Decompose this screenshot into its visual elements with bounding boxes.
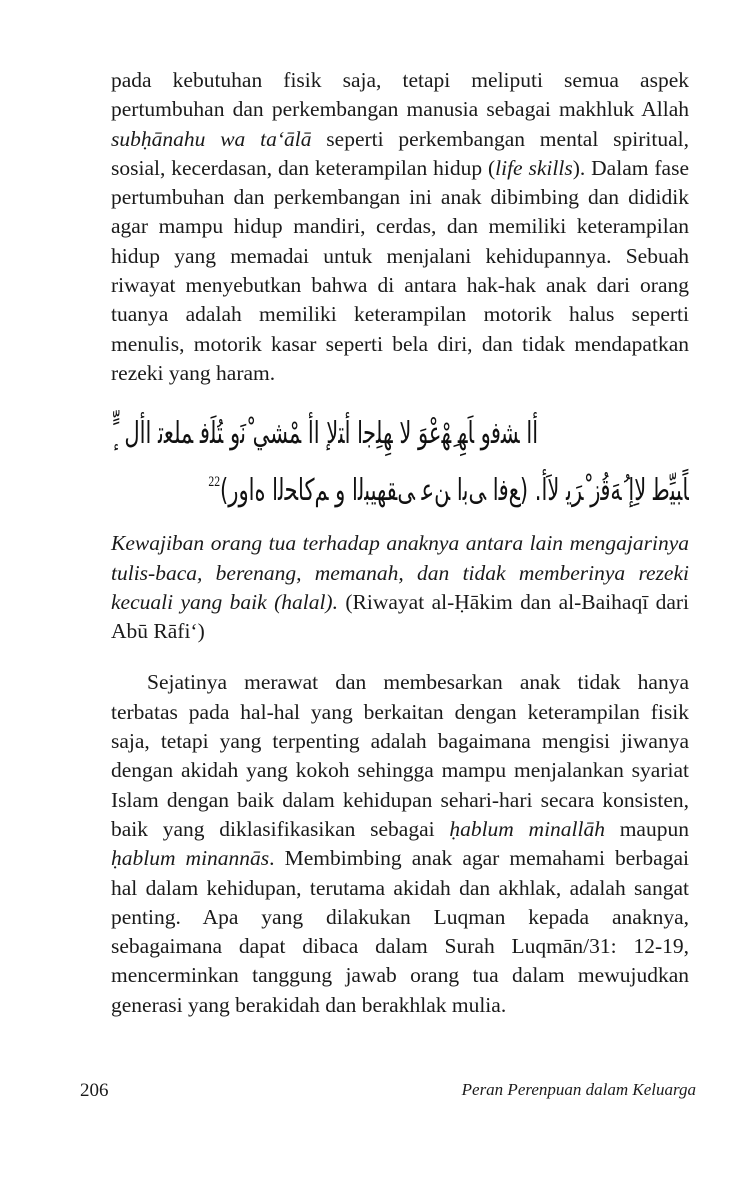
running-title: Peran Perenpuan dalam Keluarga <box>461 1080 696 1099</box>
page-body <box>111 66 689 1020</box>
paragraph-1-italic-subhanahu: subḥānahu wa ta‘ālā <box>111 126 312 151</box>
translation-source: (Riwayat al-Ḥākim dan al-Baihaqī dari Abū Rāfi‘) <box>111 589 689 644</box>
paragraph-1 <box>111 66 689 388</box>
paragraph-2-text-a: Sejatinya merawat dan membesarkan anak tidak hanya terbatas pada hal-hal yang berkaitan dengan keterampilan fisik saja, tetapi yang terpenting adalah bagaimana mengisi jiwanya dengan akidah yang kokoh sehingga mampu menjalankan syariat Islam dengan baik dalam kehidupan sehari-hari secara konsisten, baik yang diklasifikasikan sebagai <box>111 670 689 841</box>
footnote-marker: 22 <box>208 474 221 491</box>
page-footer <box>80 1080 696 1104</box>
paragraph-2-italic-hablum-minannas: ḥablum minannās <box>111 846 270 871</box>
translation-italic: Kewajiban orang tua terhadap anaknya antara lain mengajarinya tulis-baca, berenang, memanah, dan tidak memberinya rezeki kecuali yang baik (halal). <box>111 531 689 614</box>
paragraph-2 <box>111 668 689 1020</box>
arabic-line-2-text: (ﻊﻓﺍ ﻰﺑﺍ ﻦﻋ ﻰﻘﻬﻴﺒﻟﺍ ﻭ ﻢﻛﺎﺤﻟﺍ ﻩﺍﻭﺭ) .ﺎًﺒﻴِّﻃ ﻻِﺇ ُﻪَﻗُﺯ ْﺮَﻳ ﻻَﺃ <box>220 473 689 509</box>
arabic-line-1: ّٕ ٍ ﺃﺍ ﺸﻓﻭ ﺎَﻬِ ِﻬْﻋْﻮَ ﻻ ﻬِﻠِﺟﺍ ﺃﺘﻹ ﺍﺃ ﻤْﺸﻲ ْﻧَﻭ ﺘُﻠَﻓ ﻤﻠﻌﺗ ﺍﺃﻝ <box>111 416 539 452</box>
paragraph-2-italic-hablum-minallah: ḥablum minallāh <box>449 816 605 841</box>
paragraph-1-text-b: seperti perkembangan mental spiritual, sosial, kecerdasan, dan keterampilan hidup ( <box>111 126 689 180</box>
arabic-hadith <box>111 410 689 515</box>
paragraph-1-italic-life-skills: life skills <box>495 155 573 180</box>
paragraph-2-text-b: maupun <box>604 816 689 841</box>
page-number: 206 <box>80 1080 109 1101</box>
paragraph-2-text-c: . Membimbing anak agar memahami berbagai hal dalam kehidupan, terutama akidah dan akhlak, adalah sangat penting. Apa yang dilakukan Luqman kepada anaknya, sebagaimana dapat dibaca dalam Surah Luqmān/31: 12-19, mencerminkan tanggung jawab orang tua dalam mewujudkan generasi yang berakidah dan berakhlak mulia. <box>111 846 689 1017</box>
paragraph-1-text-c: ). Dalam fase pertumbuhan dan perkembangan ini anak dibimbing dan dididik agar mampu hidup mandiri, cerdas, dan memiliki keterampilan hidup yang memadai untuk menjalani kehidupannya. Sebuah riwayat menyebutkan bahwa di antara hak-hak anak dari orang tuanya adalah memiliki keterampilan motorik halus seperti menulis, motorik kasar seperti bela diri, dan tidak mendapatkan rezeki yang haram. <box>111 155 689 385</box>
hadith-translation <box>111 529 689 646</box>
paragraph-1-text-a: pada kebutuhan fisik saja, tetapi meliputi semua aspek pertumbuhan dan perkembangan manusia sebagai makhluk Allah <box>111 68 689 122</box>
arabic-line-2 <box>112 458 689 515</box>
